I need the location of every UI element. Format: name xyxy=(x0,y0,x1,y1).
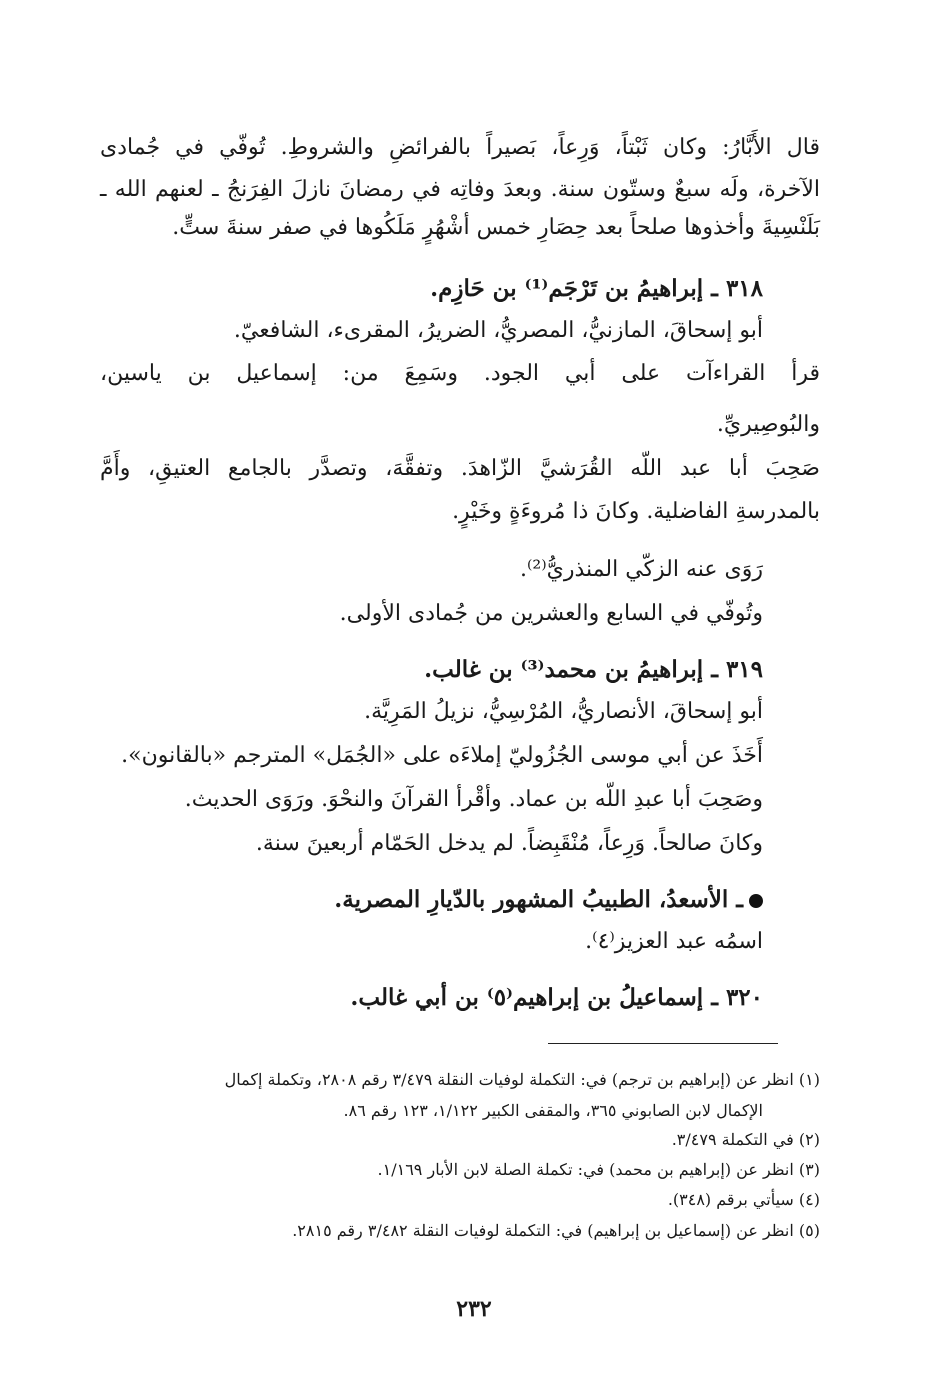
footnote-2 xyxy=(672,1127,820,1153)
footnote-number: (٥) xyxy=(798,1221,820,1240)
entry-heading-asad xyxy=(334,883,763,917)
entry-heading-318: ٣١٨ ـ إبراهيمُ بن تَرْجَم⁽¹⁾ بن حَازِم. xyxy=(430,275,763,302)
body-line: قال الأَبَّارُ: وكان ثَبْتاً، وَرِعاً، بَصيراً بالفرائضِ والشروطِ. تُوفّي في جُمادى xyxy=(100,135,820,160)
footnote-4 xyxy=(668,1187,820,1213)
body-line: أَخَذَ عن أبي موسى الجُزُوليّ إملاءَه على «الجُمَل» المترجم «بالقانون». xyxy=(121,743,763,768)
entry-heading-319: ٣١٩ ـ إبراهيمُ بن محمد⁽³⁾ بن غالب. xyxy=(424,656,763,683)
footnote-text: انظر عن (إبراهيم بن محمد) في: تكملة الصلة لابن الأبار ١/١٦٩. xyxy=(377,1160,794,1179)
body-line: اسمُه عبد العزيز⁽٤⁾. xyxy=(585,929,763,954)
body-line: قرأ القراءآت على أبي الجود. وسَمِعَ من: إسماعيل بن ياسين، xyxy=(100,361,820,386)
footnote-1-continued: الإكمال لابن الصابوني ٣٦٥، والمقفى الكبير ١/١٢٢، ١٢٣ رقم ٨٦. xyxy=(343,1101,763,1120)
body-line: رَوَى عنه الزكّي المنذريُّ⁽²⁾. xyxy=(520,557,763,582)
body-line: أبو إسحاقَ، الأنصاريُّ، المُرْسِيُّ، نزيلُ المَرِيَّة. xyxy=(364,699,763,724)
footnote-number: (٤) xyxy=(798,1190,820,1209)
footnote-separator xyxy=(548,1043,778,1044)
body-line: بَلَنْسِيةَ وأخذوها صلحاً بعد حِصَارِ خمس أشْهُرٍ مَلَكُوها في صفر سنةَ ستٍّ. xyxy=(172,215,820,240)
bullet-icon xyxy=(749,894,763,908)
body-line: وصَحِبَ أبا عبدِ اللّه بن عماد. وأقْرأ القرآنَ والنحْوَ. ورَوَى الحديث. xyxy=(184,787,763,812)
entry-heading-text: ـ الأسعدُ، الطبيبُ المشهور بالدّيارِ المصرية. xyxy=(334,886,743,913)
body-line: الآخرة، ولَه سبعٌ وستّون سنة. وبعدَ وفاتِه في رمضانَ نازلَ الفِرَنجُ ـ لعنهم الله ـ xyxy=(100,177,820,202)
footnote-number: (٢) xyxy=(798,1130,820,1149)
body-line: وكانَ صالحاً. وَرِعاً، مُنْقَبِضاً. لم يدخل الحَمّام أربعينَ سنة. xyxy=(255,831,763,856)
footnote-text: انظر عن (إبراهيم بن ترجم) في: التكملة لوفيات النقلة ٣/٤٧٩ رقم ٢٨٠٨، وتكملة إكمال xyxy=(224,1070,794,1089)
footnote-text: في التكملة ٣/٤٧٩. xyxy=(671,1130,794,1149)
body-line: أبو إسحاقَ، المازنيُّ، المصريُّ، الضريرُ، المقرىء، الشافعيّ. xyxy=(233,318,763,343)
body-line: والبُوصِيريِّ. xyxy=(716,412,820,437)
footnote-number: (٣) xyxy=(798,1160,820,1179)
footnote-5 xyxy=(292,1218,820,1244)
page-number: ٢٣٢ xyxy=(456,1296,492,1322)
footnote-3 xyxy=(378,1157,820,1183)
entry-heading-320: ٣٢٠ ـ إسماعيلُ بن إبراهيم⁽٥⁾ بن أبي غالب. xyxy=(350,984,763,1011)
footnote-number: (١) xyxy=(798,1070,820,1089)
body-line: وتُوفّي في السابع والعشرين من جُمادى الأولى. xyxy=(339,601,763,626)
footnote-1 xyxy=(225,1067,820,1093)
footnote-text: انظر عن (إسماعيل بن إبراهيم) في: التكملة لوفيات النقلة ٣/٤٨٢ رقم ٢٨١٥. xyxy=(292,1221,794,1240)
body-line: صَحِبَ أبا عبد اللّه القُرَشيَّ الزّاهدَ. وتفقَّهَ، وتصدَّر بالجامع العتيقِ، وأَمَّ xyxy=(100,456,820,481)
body-line: بالمدرسةِ الفاضلية. وكانَ ذا مُروءَةٍ وخَيْرٍ. xyxy=(452,499,820,524)
footnote-text: سيأتي برقم (٣٤٨). xyxy=(667,1190,794,1209)
